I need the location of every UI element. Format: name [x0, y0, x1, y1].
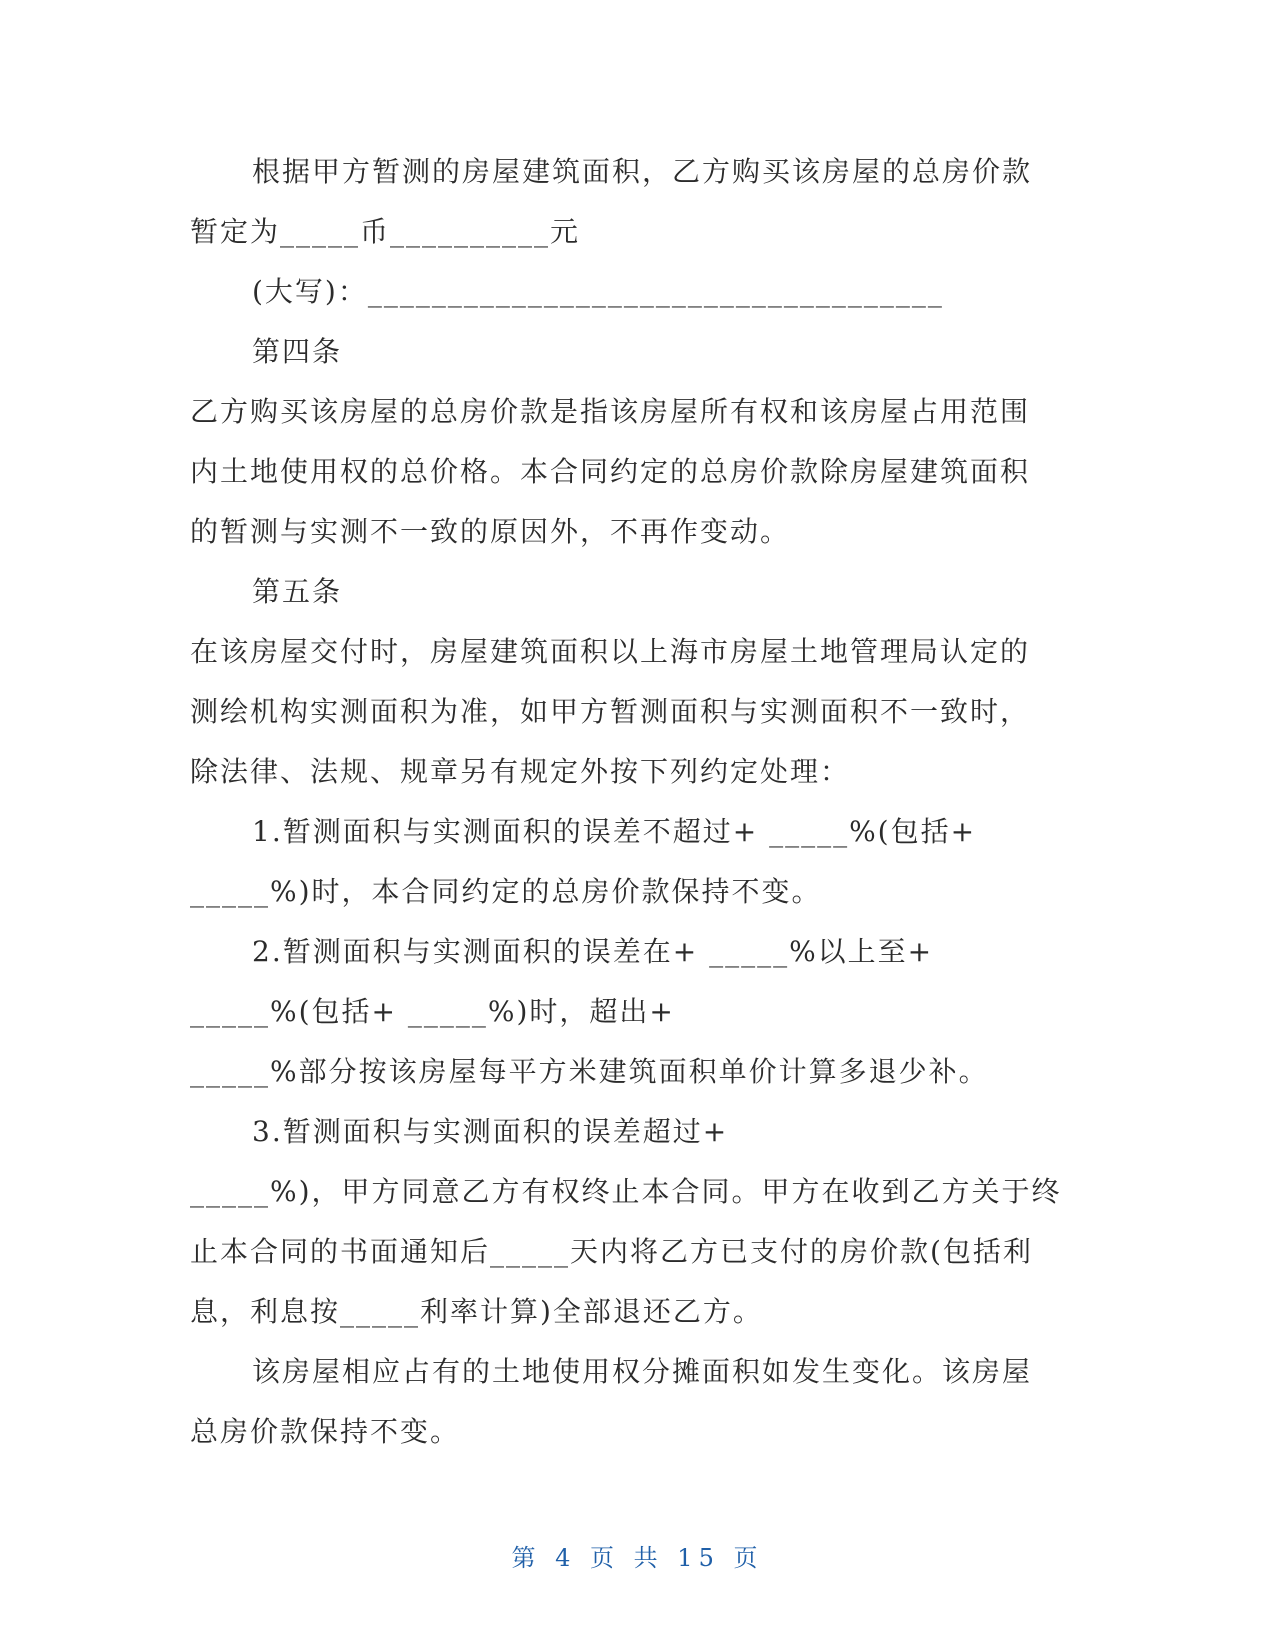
paragraph-line: 在该房屋交付时，房屋建筑面积以上海市房屋土地管理局认定的	[190, 635, 1031, 668]
list-item-line: 1.暂测面积与实测面积的误差不超过+ _____%(包括+	[252, 815, 977, 848]
page-number-footer: 第 4 页 共 15 页	[511, 1544, 764, 1572]
paragraph-line: 根据甲方暂测的房屋建筑面积，乙方购买该房屋的总房价款	[252, 155, 1033, 188]
paragraph-line: 的暂测与实测不一致的原因外，不再作变动。	[190, 515, 791, 548]
paragraph-line: 乙方购买该房屋的总房价款是指该房屋所有权和该房屋占用范围	[190, 395, 1031, 428]
list-item-line: 止本合同的书面通知后_____天内将乙方已支付的房价款(包括利	[190, 1235, 1033, 1268]
paragraph-line: 总房价款保持不变。	[190, 1415, 461, 1448]
article-heading: 第五条	[252, 575, 343, 608]
list-item-line: _____%)，甲方同意乙方有权终止本合同。甲方在收到乙方关于终	[190, 1175, 1062, 1208]
paragraph-line: 暂定为_____币__________元	[190, 215, 581, 248]
list-item-line: _____%部分按该房屋每平方米建筑面积单价计算多退少补。	[190, 1055, 989, 1088]
list-item-line: 2.暂测面积与实测面积的误差在+ _____%以上至+	[252, 935, 934, 968]
paragraph-line: 内土地使用权的总价格。本合同约定的总房价款除房屋建筑面积	[190, 455, 1031, 488]
paragraph-line: 除法律、法规、规章另有规定外按下列约定处理：	[190, 755, 851, 788]
article-heading: 第四条	[252, 335, 343, 368]
list-item-line: _____%(包括+ _____%)时，超出+	[190, 995, 675, 1028]
paragraph-line: (大写)：____________________________________	[252, 275, 944, 308]
list-item-line: 息，利息按_____利率计算)全部退还乙方。	[190, 1295, 763, 1328]
paragraph-line: 该房屋相应占有的土地使用权分摊面积如发生变化。该房屋	[252, 1355, 1033, 1388]
list-item-line: 3.暂测面积与实测面积的误差超过+	[252, 1115, 729, 1148]
list-item-line: _____%)时，本合同约定的总房价款保持不变。	[190, 875, 822, 908]
paragraph-line: 测绘机构实测面积为准，如甲方暂测面积与实测面积不一致时，	[190, 695, 1031, 728]
document-body	[190, 142, 1080, 1462]
